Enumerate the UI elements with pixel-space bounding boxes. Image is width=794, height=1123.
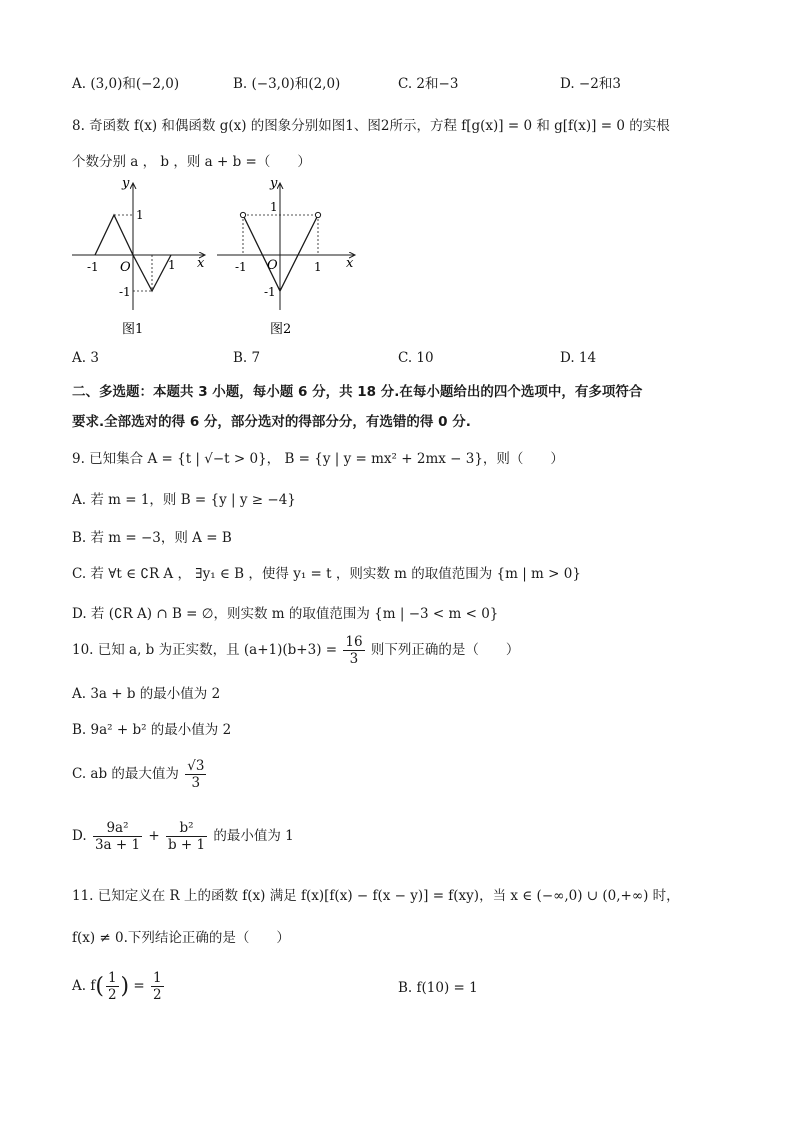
q10-option-c-denominator: 3 [191, 775, 201, 791]
q10-stem [72, 634, 519, 667]
q10-option-d-plus: + [148, 828, 160, 844]
q9-option-a: A. 若 m = 1，则 B = {y | y ≥ −4} [72, 492, 296, 508]
q10-stem-prefix: 10. 已知 a, b 为正实数，且 (a+1)(b+3) = [72, 642, 338, 658]
section2-header-line1: 二、多选题：本题共 3 小题，每小题 6 分，共 18 分.在每小题给出的四个选项中，有多项符合 [72, 384, 643, 400]
q10-option-c-fraction [185, 758, 206, 791]
q9-stem: 9. 已知集合 A = {t | √−t > 0}， B = {y | y = mx² + 2mx − 3}，则（ ） [72, 451, 564, 467]
q10-option-c [72, 758, 208, 791]
fig1-origin-label: O [120, 260, 131, 275]
q11-option-a-arg-numerator: 1 [107, 970, 117, 986]
figure-1 [70, 175, 210, 340]
q10-option-d-denominator-2: b + 1 [167, 837, 206, 853]
section2-header-line2: 要求.全部选对的得 6 分，部分选对的得部分分，有选错的得 0 分. [72, 414, 471, 430]
fig1-caption: 图1 [122, 322, 144, 337]
q10-option-c-numerator: √3 [187, 758, 205, 774]
figure-2 [215, 175, 365, 340]
q11-option-a-arg-denominator: 2 [107, 987, 117, 1003]
q7-option-a: A. (3,0)和(−2,0) [72, 76, 180, 92]
fig1-tick-yneg1: -1 [119, 285, 131, 299]
q10-stem-suffix: 则下列正确的是（ ） [370, 642, 520, 658]
q10-option-d-numerator-1: 9a² [93, 820, 142, 837]
q8-option-c: C. 10 [398, 350, 434, 366]
q11-option-a-result-denominator: 2 [153, 987, 162, 1003]
q11-option-a: A. f( $\frac{1}{2}$ ) = $\frac{1}{2}$ [72, 970, 162, 1003]
q9-option-c: C. 若 ∀t ∈ ∁R A ， ∃y₁ ∈ B ，使得 y₁ = t ，则实数 m 的取值范围为 {m | m > 0} [72, 566, 581, 582]
q7-option-c: C. 2和−3 [398, 76, 459, 92]
q10-option-d-fraction-2 [166, 820, 207, 853]
q10-option-d-fraction-1 [93, 820, 142, 853]
q11-option-a-arg-fraction [106, 970, 119, 1003]
fig2-tick-yneg1: -1 [264, 285, 276, 299]
fig2-y-label: y [270, 176, 278, 191]
q8-option-d: D. 14 [560, 350, 597, 366]
q8-option-b: B. 7 [233, 350, 261, 366]
fig1-tick-x1: 1 [168, 258, 176, 272]
q7-option-b: B. (−3,0)和(2,0) [233, 76, 341, 92]
fig2-caption: 图2 [270, 322, 292, 337]
fig1-tick-y1: 1 [136, 208, 144, 222]
fig2-open-point-left [240, 212, 245, 217]
q10-stem-fraction-denominator: 3 [349, 651, 359, 667]
fig2-tick-xneg1: -1 [235, 260, 247, 274]
q10-option-d-text: 的最小值为 1 [213, 828, 294, 844]
q11-option-a-result-numerator: 1 [153, 970, 162, 986]
q11-stem-line2: f(x) ≠ 0.下列结论正确的是（ ） [72, 930, 290, 946]
q10-stem-fraction-numerator: 16 [345, 634, 363, 650]
q10-option-d [72, 820, 294, 853]
q10-option-d-label: D. [72, 828, 87, 844]
q8-option-a: A. 3 [72, 350, 99, 366]
q11-option-a-result-fraction [151, 970, 164, 1003]
q10-option-d-numerator-2: b² [166, 820, 207, 837]
fig2-tick-x1: 1 [314, 260, 322, 274]
q10-stem-fraction [343, 634, 364, 667]
q11-option-a-prefix: A. f [72, 978, 96, 994]
fig2-origin-label: O [267, 258, 278, 273]
q8-stem-line1: 8. 奇函数 f(x) 和偶函数 g(x) 的图象分别如图1、图2所示，方程 f[g(x)] = 0 和 g[f(x)] = 0 的实根 [72, 118, 670, 134]
q8-stem-line2: 个数分别 a ， b ，则 a + b =（ ） [72, 154, 311, 170]
fig2-open-point-right [315, 212, 320, 217]
q7-option-d: D. −2和3 [560, 76, 621, 92]
fig2-x-label: x [346, 256, 354, 271]
q10-option-a: A. 3a + b 的最小值为 2 [72, 686, 221, 702]
q11-option-b: B. f(10) = 1 [398, 980, 478, 996]
q10-option-d-denominator-1: 3a + 1 [94, 837, 141, 853]
q11-stem-line1: 11. 已知定义在 R 上的函数 f(x) 满足 f(x)[f(x) − f(x − y)] = f(xy)，当 x ∈ (−∞,0) ∪ (0,+∞) 时， [72, 888, 680, 904]
fig2-tick-y1: 1 [270, 200, 278, 214]
q9-option-b: B. 若 m = −3，则 A = B [72, 530, 232, 546]
fig1-x-label: x [197, 256, 205, 271]
q10-option-b: B. 9a² + b² 的最小值为 2 [72, 722, 232, 738]
q11-option-a-equals: = [133, 978, 145, 994]
q10-option-c-text: C. ab 的最大值为 [72, 766, 179, 782]
fig1-y-label: y [122, 176, 130, 191]
q9-option-d: D. 若 (∁R A) ∩ B = ∅，则实数 m 的取值范围为 {m | −3 < m < 0} [72, 606, 499, 622]
fig1-tick-xneg1: -1 [87, 260, 99, 274]
